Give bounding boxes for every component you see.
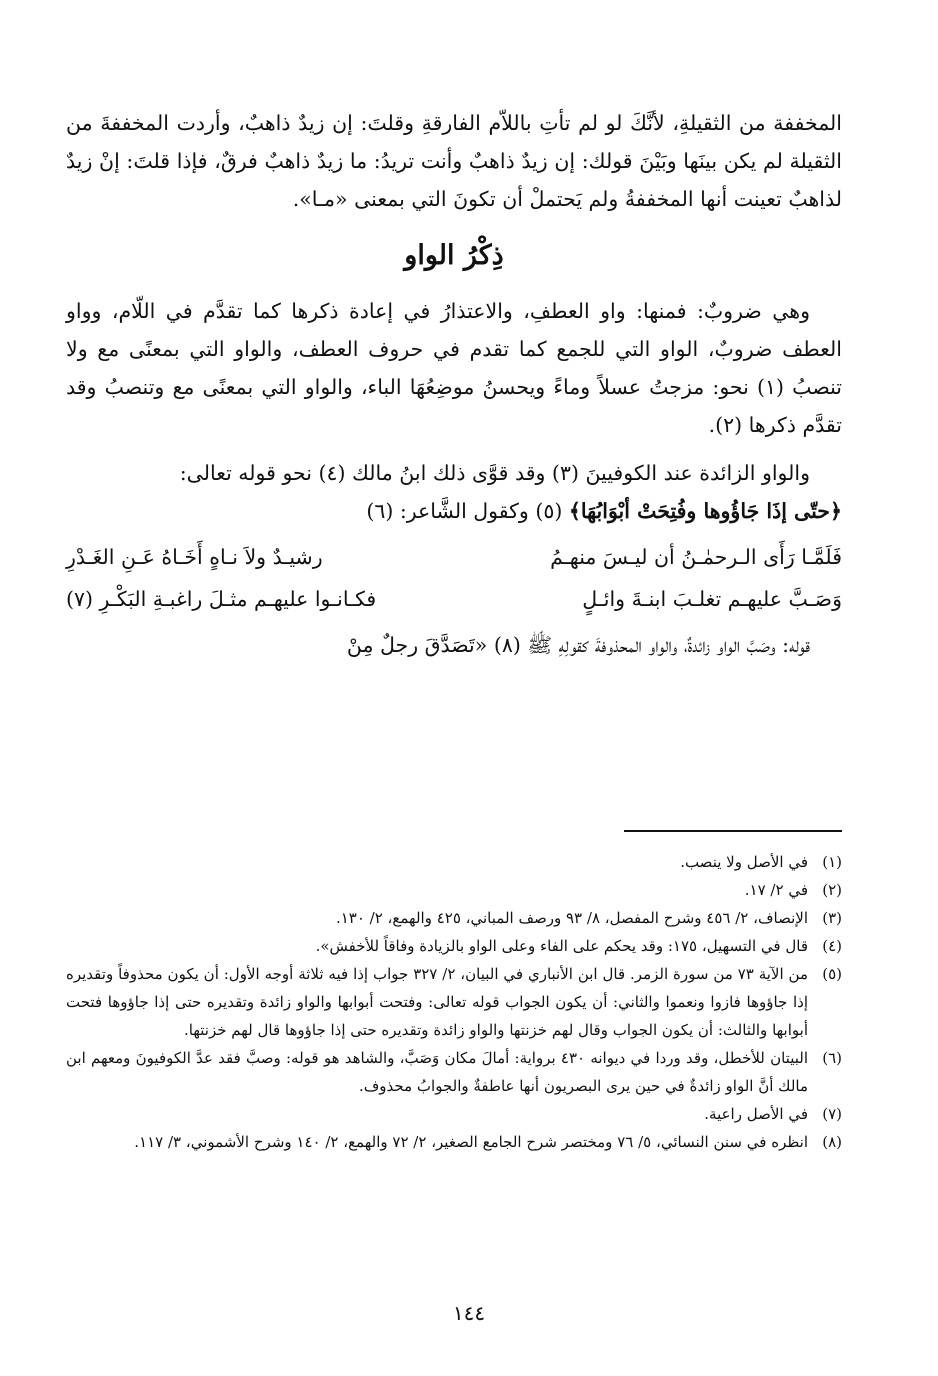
footnote bbox=[66, 848, 842, 876]
footnote bbox=[66, 960, 842, 1044]
footnote bbox=[66, 1128, 842, 1156]
footnote-number: (٥) bbox=[822, 965, 842, 983]
footnote-text: انظره في سنن النسائي، ٥/ ٧٦ ومختصر شرح الجامع الصغير، ٢/ ٧٢ والهمع، ٢/ ١٤٠ وشرح الأشموني، ٣/ ١١٧. bbox=[134, 1133, 808, 1151]
footnote bbox=[66, 904, 842, 932]
footnote-number: (٧) bbox=[822, 1105, 842, 1123]
footnote-number: (٣) bbox=[822, 909, 842, 927]
footnote-number: (٦) bbox=[822, 1049, 842, 1067]
footnote-text: من الآية ٧٣ من سورة الزمر. قال ابن الأنباري في البيان، ٢/ ٣٢٧ جواب إذا فيه ثلاثة أوجه الأول: أن يكون محذوفاً وتقديره إذا جاؤوها فازوا ونعموا والثاني: أن يكون الجواب قوله تعالى: وفتحت أبوابها والواو زائدة وتقديره حتى إذا جاؤوها فتحت أبوابها والثالث: أن يكون الجواب وقال لهم خزنتها والواو زائدة وتقديره حتى إذا جاؤوها قال لهم خزنتها. bbox=[66, 965, 808, 1039]
footnote-number: (١) bbox=[822, 853, 842, 871]
footnote-separator bbox=[624, 830, 842, 832]
footnote bbox=[66, 1100, 842, 1128]
poem-verse-2-first: وَصَـبَّ عليهـم تغلـبَ ابنـةَ وائـلٍ bbox=[582, 587, 842, 611]
section-heading: ذِكْرُ الواو bbox=[404, 240, 504, 271]
paragraph-waw-zaida bbox=[66, 454, 842, 492]
final-line: قوله: وصَبَّ الواو زائدةٌ، والواو المحذوفةَ كقولِهِ ﷺ (٨) «تَصَدَّقَ رجلٌ مِنْ bbox=[346, 633, 810, 657]
footnote bbox=[66, 876, 842, 904]
poem-verse-2 bbox=[66, 580, 842, 618]
footnote-text: البيتان للأخطل، وقد وردا في ديوانه ٤٣٠ برواية: أمالَ مكان وَصَبَّ، والشاهد هو قوله: وصبَّ فقد عدَّ الكوفيونَ ومعهم ابن مالك أنَّ الواو زائدةٌ في حين يرى البصريون أنها عاطفةٌ والجوابُ محذوف. bbox=[66, 1049, 808, 1095]
paragraph-waw-types: وهي ضروبٌ: فمنها: واو العطفِ، والاعتذارُ في إعادة ذكرها كما تقدَّم في اللّام، وواو العطف ضروبٌ، الواو التي للجمع كما تقدم في حروف العطف، والواو التي بمعنًى مع ولا تنصبُ (١) نحو: مزجتُ عسلاً وماءً ويحسنُ موضِعُهَا الباء، والواو التي بمعنًى مع وتنصبُ وقد تقدَّم ذكرها (٢). bbox=[66, 299, 842, 437]
footnote-number: (٨) bbox=[822, 1133, 842, 1151]
footnote-number: (٢) bbox=[822, 881, 842, 899]
main-text-block bbox=[66, 104, 842, 664]
quran-after: (٥) وكقول الشَّاعر: (٦) bbox=[366, 499, 569, 523]
paragraph-waw-zaida-text: والواو الزائدة عند الكوفيينَ (٣) وقد قوَّى ذلك ابنُ مالك (٤) نحو قوله تعالى: bbox=[179, 461, 810, 485]
footnote-text: الإنصاف، ٢/ ٤٥٦ وشرح المفصل، ٨/ ٩٣ ورصف المباني، ٤٢٥ والهمع، ٢/ ١٣٠. bbox=[335, 909, 808, 927]
footnotes bbox=[66, 848, 842, 1156]
footnote-text: في ٢/ ١٧. bbox=[744, 881, 808, 899]
footnote bbox=[66, 1044, 842, 1100]
footnote bbox=[66, 932, 842, 960]
quran-verse: ﴿حتّى إذَا جَاؤُوها وفُتِحَتْ أبْوَابُهَا﴾ bbox=[568, 499, 842, 523]
quran-line bbox=[66, 492, 842, 530]
poem-verse-2-second: فكـانـوا عليهـم مثـلَ راغبـةِ البَكْـرِ (٧) bbox=[66, 587, 377, 611]
footnote-text: قال في التسهيل، ١٧٥: وقد يحكم على الفاء وعلى الواو بالزيادة وفاقاً للأخفش». bbox=[315, 937, 808, 955]
footnote-number: (٤) bbox=[822, 937, 842, 955]
footnote-text: في الأصل ولا ينصب. bbox=[680, 853, 808, 871]
poem-verse-1-first: فَلَمَّـا رَأَى الـرحمٰـنُ أن ليـسَ منهـمُ bbox=[550, 545, 842, 569]
poem-verse-1 bbox=[66, 538, 842, 576]
intro-paragraph: المخففة من الثقيلةِ، لأنَّكَ لو لم تأتِ باللاّم الفارقةِ وقلتَ: إن زيدٌ ذاهبٌ، وأردت المخففةَ من الثقيلة لم يكن بينَها وبَيْنَ قولك: إن زيدٌ ذاهبٌ وأنت تريدُ: ما زيدٌ ذاهبٌ فرقٌ، فإذا قلتَ: إنْ زيدٌ لذاهبٌ تعينت أنها المخففةُ ولم يَحتملْ أن تكونَ التي بمعنى «مـا». bbox=[66, 111, 842, 211]
poem-verse-1-second: رشيـدٌ ولاَ نـاهٍ أَخَـاهُ عَـنِ الغَـدْرِ bbox=[66, 545, 323, 569]
footnote-text: في الأصل راعية. bbox=[704, 1105, 808, 1123]
page-number: ١٤٤ bbox=[452, 1301, 486, 1325]
